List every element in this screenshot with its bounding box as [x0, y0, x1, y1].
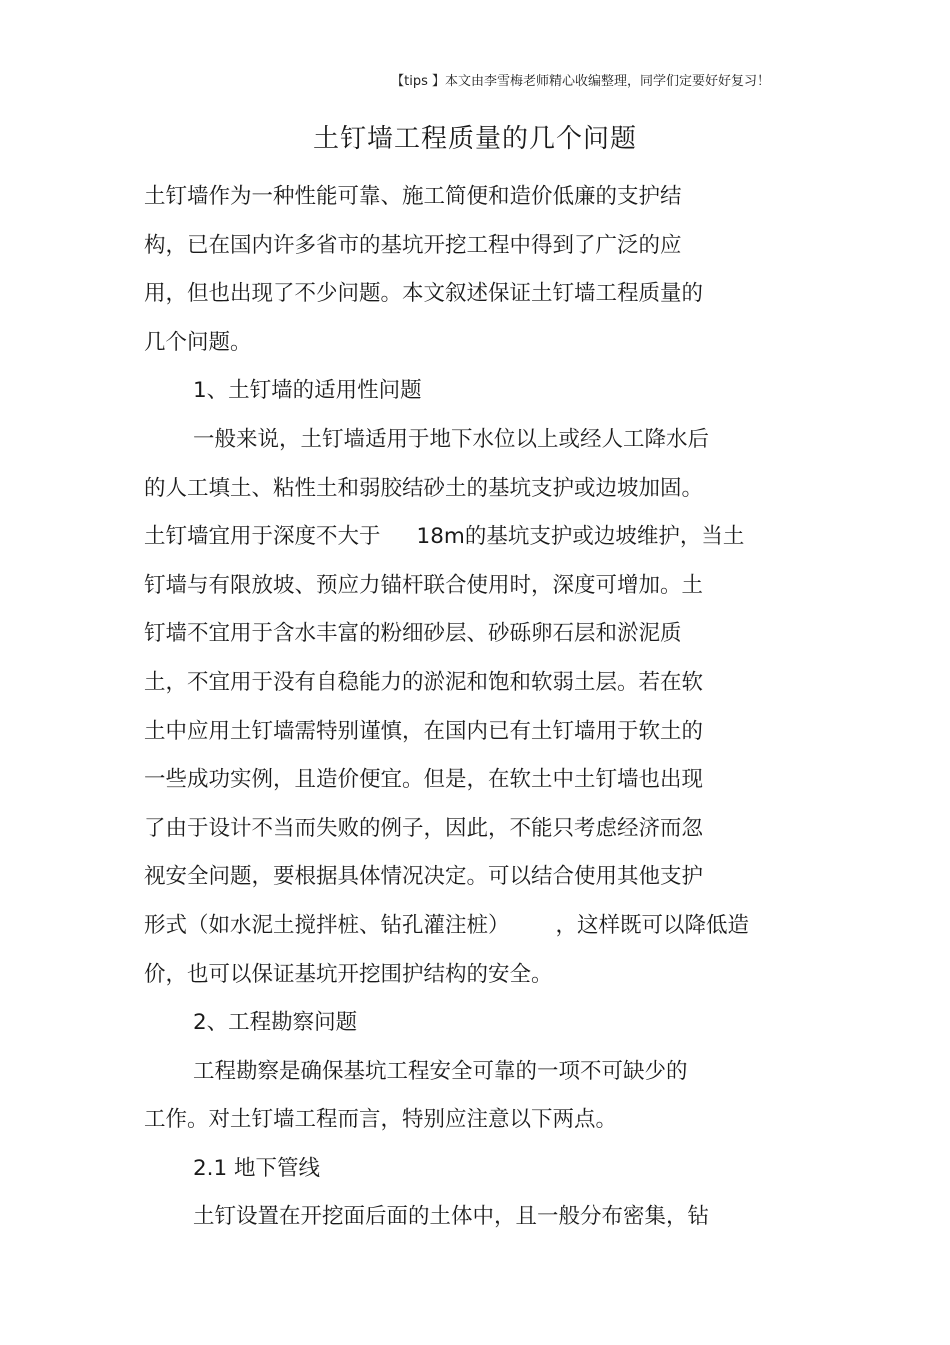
- text-line: 工作。对土钉墙工程而言，特别应注意以下两点。: [144, 1107, 618, 1133]
- text-segment: 土钉墙宜用于深度不大于: [144, 524, 381, 550]
- text-line: [0, 902, 950, 951]
- text-line: 几个问题。: [144, 329, 252, 355]
- section-heading-2-1: 2.1 地下管线: [193, 1155, 321, 1181]
- text-segment: 18m的基坑支护或边坡维护，当土: [416, 524, 745, 550]
- text-line: 钉墙不宜用于含水丰富的粉细砂层、砂砾卵石层和淤泥质: [144, 621, 682, 647]
- text-line: 构，已在国内许多省市的基坑开挖工程中得到了广泛的应: [144, 232, 682, 258]
- text-line: 钉墙与有限放坡、预应力锚杆联合使用时，深度可增加。土: [144, 572, 704, 598]
- text-line: 一般来说，土钉墙适用于地下水位以上或经人工降水后: [193, 426, 710, 452]
- text-line: 视安全问题，要根据具体情况决定。可以结合使用其他支护: [144, 864, 704, 890]
- text-line: 土，不宜用于没有自稳能力的淤泥和饱和软弱土层。若在软: [144, 669, 704, 695]
- document-body: [0, 173, 950, 1242]
- text-line: 价，也可以保证基坑开挖围护结构的安全。: [144, 961, 553, 987]
- text-segment: 形式（如水泥土搅拌桩、钻孔灌注桩）: [144, 912, 510, 938]
- text-line: 的人工填土、粘性土和弱胶结砂土的基坑支护或边坡加固。: [144, 475, 704, 501]
- text-line: 了由于设计不当而失败的例子，因此，不能只考虑经济而忽: [144, 815, 704, 841]
- section-heading-1: 1、土钉墙的适用性问题: [193, 378, 422, 404]
- text-line: 土钉设置在开挖面后面的土体中，且一般分布密集，钻: [193, 1204, 710, 1230]
- header-tips: 【tips 】本文由李雪梅老师精心收编整理，同学们定要好好复习！: [391, 74, 770, 89]
- text-line: 工程勘察是确保基坑工程安全可靠的一项不可缺少的: [193, 1058, 688, 1084]
- text-segment: ，这样既可以降低造: [555, 912, 750, 938]
- section-heading-2: 2、工程勘察问题: [193, 1010, 358, 1036]
- text-line: 用，但也出现了不少问题。本文叙述保证土钉墙工程质量的: [144, 281, 704, 307]
- page-title: 土钉墙工程质量的几个问题: [312, 124, 637, 154]
- text-line: [0, 513, 950, 562]
- text-line: 土中应用土钉墙需特别谨慎，在国内已有土钉墙用于软土的: [144, 718, 704, 744]
- text-line: 一些成功实例，且造价便宜。但是，在软土中土钉墙也出现: [144, 767, 704, 793]
- text-line: 土钉墙作为一种性能可靠、施工简便和造价低廉的支护结: [144, 184, 682, 209]
